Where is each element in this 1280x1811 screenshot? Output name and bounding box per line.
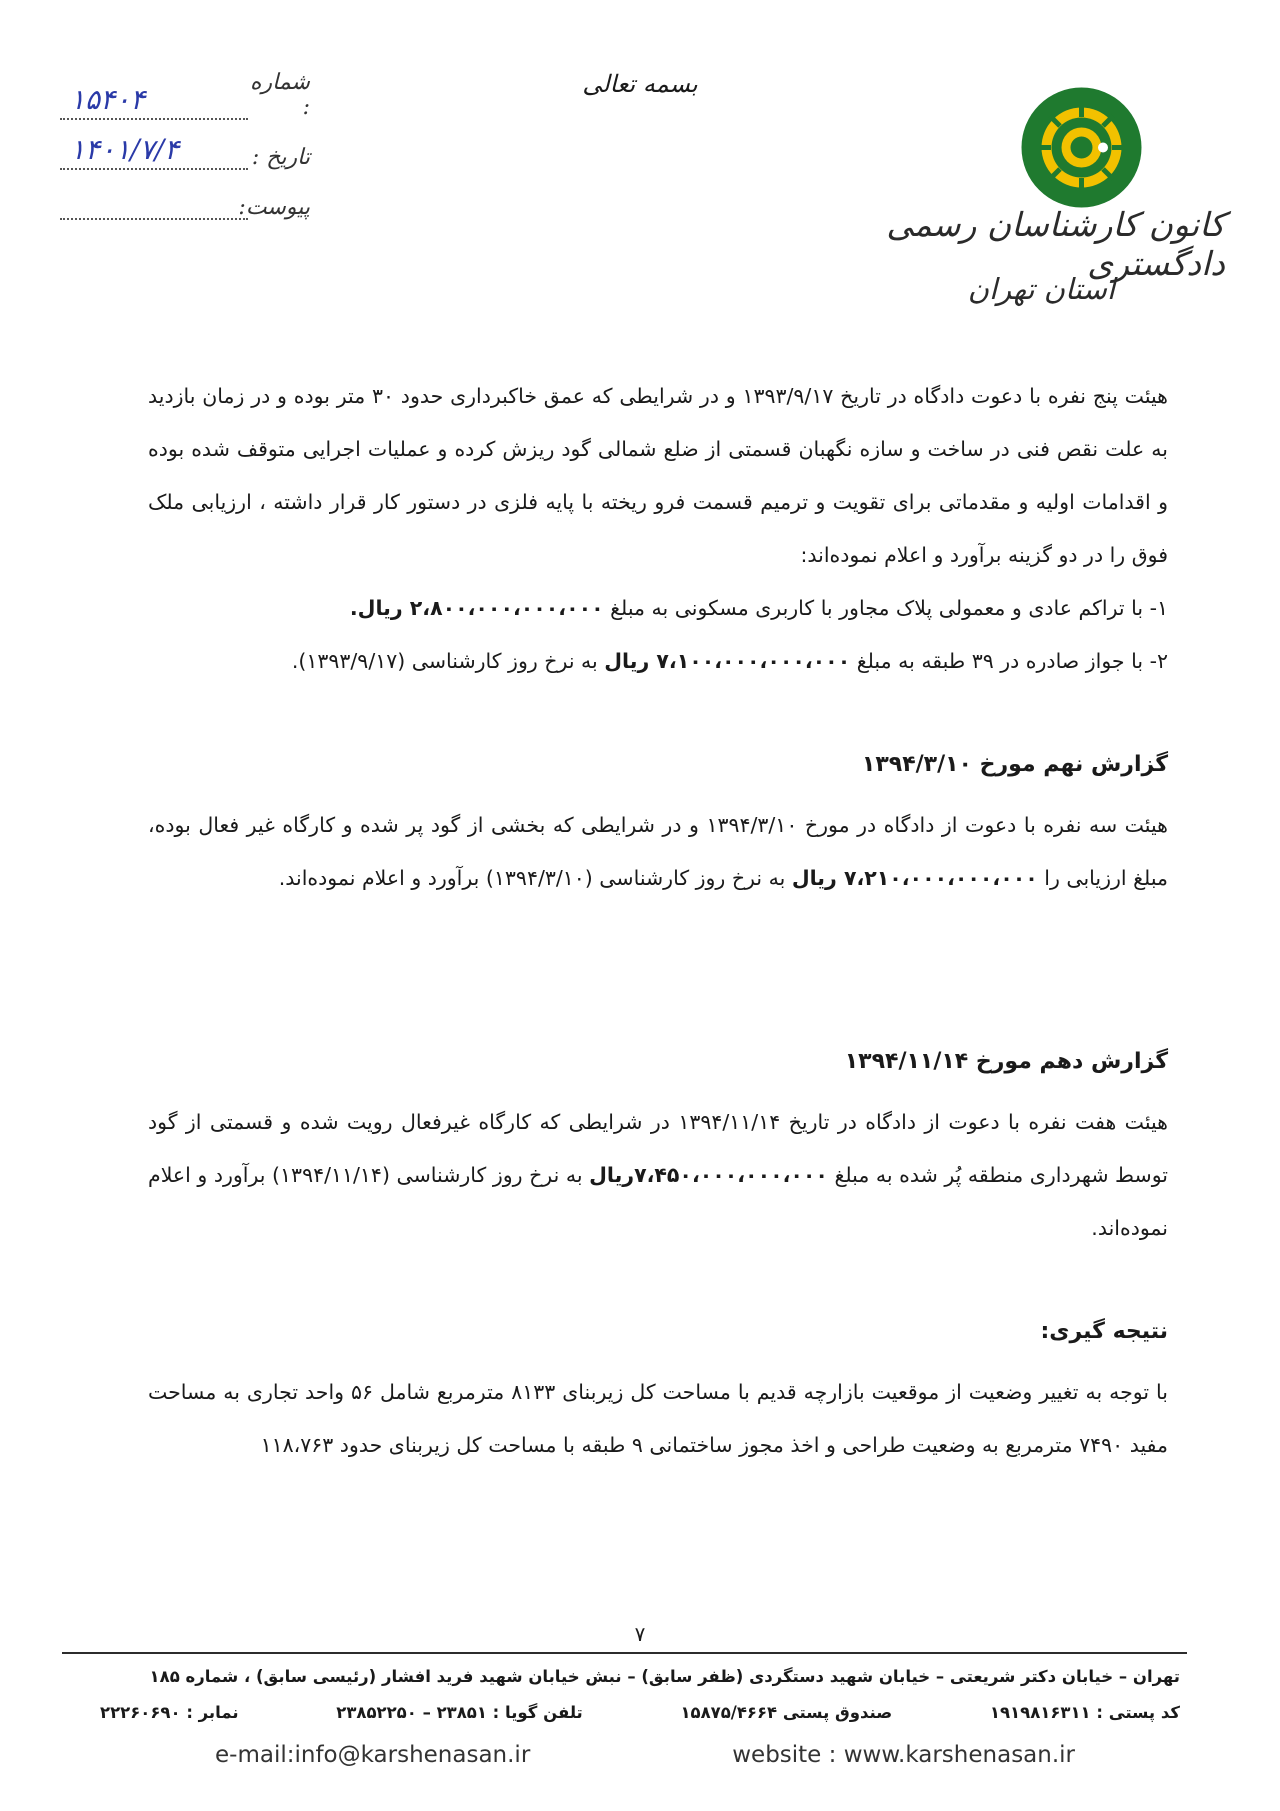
footer-fax: نمابر : ۲۲۲۶۰۶۹۰ [100,1703,239,1722]
report-9-text: هیئت سه نفره با دعوت از دادگاه در مورخ ۱۳۹۴/۳/۱۰ و در شرایطی که بخشی از گود پر شده و کارگاه غیر فعال بوده، مبلغ ارزیابی را [148,813,1168,890]
footer-contact-row [100,1703,1180,1722]
valuation-item-2-tail: به نرخ روز کارشناسی (۱۳۹۳/۹/۱۷). [291,649,605,673]
report-10-paragraph [148,1096,1168,1255]
report-10-text: هیئت هفت نفره با دعوت از دادگاه در تاریخ ۱۳۹۴/۱۱/۱۴ در شرایطی که کارگاه غیرفعال رویت شده و قسمتی از گود توسط شهرداری منطقه پُر شده به مبلغ [148,1110,1168,1187]
letter-attachment-label: پیوست: [238,195,310,220]
footer-postal-code: کد پستی : ۱۹۱۹۸۱۶۳۱۱ [989,1703,1180,1722]
page-number: ۷ [634,1622,646,1646]
valuation-item-1-amount: ۲،۸۰۰،۰۰۰،۰۰۰،۰۰۰ ریال. [349,596,604,620]
footer-web-row [215,1742,1075,1768]
valuation-item-1 [148,582,1168,635]
letter-attachment-field [60,182,248,220]
conclusion-paragraph: با توجه به تغییر وضعیت از موقعیت بازارچه قدیم با مساحت کل زیربنای ۸۱۳۳ مترمربع شامل ۵۶ واحد تجاری به مساحت مفید ۷۴۹۰ مترمربع به وضعیت طراحی و اخذ مجوز ساختمانی ۹ طبقه با مساحت کل زیربنای حدود ۱۱۸،۷۶۳ [148,1380,1168,1457]
letter-metadata [60,70,310,220]
letter-number-field [60,82,248,120]
footer-phone: تلفن گویا : ۲۳۸۵۱ – ۲۳۸۵۲۲۵۰ [336,1703,583,1722]
letter-date-value: ۱۴۰۱/۷/۴ [70,133,180,166]
conclusion-heading: نتیجه گیری: [1040,1319,1168,1344]
report-9-amount: ۷،۲۱۰،۰۰۰،۰۰۰،۰۰۰ ریال [791,866,1038,890]
letter-date-label: تاریخ : [251,145,310,170]
report-10-tail: به نرخ روز کارشناسی (۱۳۹۴/۱۱/۱۴) برآورد و اعلام نموده‌اند. [148,1163,1168,1240]
footer-po-box: صندوق پستی ۱۵۸۷۵/۴۶۶۴ [680,1703,893,1722]
bismillah-heading: بسمه تعالی [582,70,698,98]
report-10-heading: گزارش دهم مورخ ۱۳۹۴/۱۱/۱۴ [844,1049,1168,1074]
report-10-amount: ۷،۴۵۰،۰۰۰،۰۰۰،۰۰۰ریال [589,1163,828,1187]
letter-number-value: ۱۵۴۰۴ [70,83,146,116]
letter-number-label: شماره : [249,70,310,120]
paragraph-intro: هیئت پنج نفره با دعوت دادگاه در تاریخ ۱۳۹۳/۹/۱۷ و در شرایطی که عمق خاکبرداری حدود ۳۰ متر بوده و در زمان بازدید به علت نقص فنی در ساخت و سازه نگهبان قسمتی از ضلع شمالی گود ریزش کرده و عملیات اجرایی متوقف شده بوده و اقدامات اولیه و مقدماتی برای تقویت و ترمیم قسمت فرو ریخته با پایه فلزی در دستور کار قرار داشته ، ارزیابی ملک فوق را در دو گزینه برآورد و اعلام نموده‌اند: [148,384,1168,567]
valuation-item-2-amount: ۷،۱۰۰،۰۰۰،۰۰۰،۰۰۰ ریال [604,649,851,673]
letter-body [148,370,1168,1472]
footer-website[interactable]: website : www.karshenasan.ir [732,1742,1075,1768]
letter-date-row [60,120,310,170]
report-9-tail: به نرخ روز کارشناسی (۱۳۹۴/۳/۱۰) برآورد و اعلام نموده‌اند. [278,866,792,890]
letter-attachment-row [60,170,310,220]
organization-province: استان تهران [967,272,1115,306]
valuation-item-1-text: ۱- با تراکم عادی و معمولی پلاک مجاور با کاربری مسکونی به مبلغ [603,596,1168,620]
organization-name: کانون کارشناسان رسمی دادگستری [886,205,1225,283]
footer-address: تهران – خیابان دکتر شریعتی – خیابان شهید دستگردی (ظفر سابق) – نبش خیابان شهید فرید افشار (رئیسی سابق) ، شماره ۱۸۵ [149,1667,1180,1686]
report-9-heading: گزارش نهم مورخ ۱۳۹۴/۳/۱۰ [861,752,1168,777]
footer-divider [62,1652,1187,1654]
organization-logo-icon [1019,85,1144,210]
footer-email[interactable]: e-mail:info@karshenasan.ir [215,1742,531,1768]
letter-number-row [60,70,310,120]
report-9-paragraph [148,799,1168,905]
letter-date-field [60,132,248,170]
valuation-item-2 [148,635,1168,688]
valuation-item-2-text: ۲- با جواز صادره در ۳۹ طبقه به مبلغ [850,649,1168,673]
